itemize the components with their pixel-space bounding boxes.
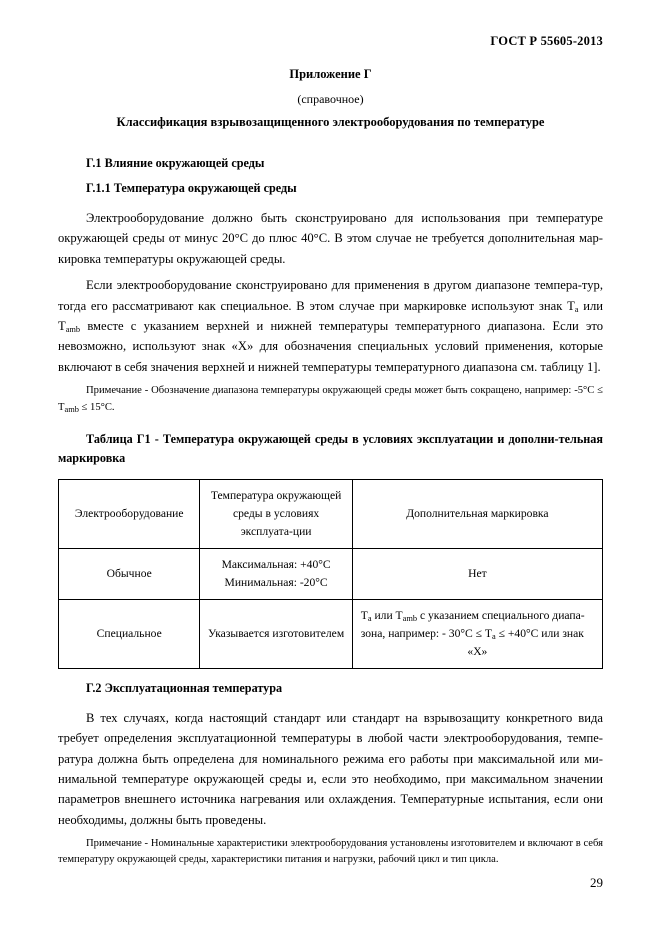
- cell-equipment-special: Специальное: [59, 599, 200, 668]
- section-heading-g1: Г.1 Влияние окружающей среды: [86, 156, 265, 170]
- marking-line3: «Х»: [467, 644, 488, 658]
- marking-part1: Т: [360, 608, 368, 622]
- paragraph-special-range-part3: вместе с указанием верхней и нижней температуры температурного диапазона. Если это невозможно, используют знак «Х» для обозначения специальных условий применения, которые включают в себя значения верхней и нижней температуры температурного диапазона см. таблицу 1].: [58, 318, 603, 374]
- appendix-subtitle: (справочное): [297, 92, 364, 106]
- paragraph-ambient-temperature: Электрооборудование должно быть сконструировано для использования при температуре окружающей среды от минус 20°С до плюс 40°С. В этом случае не требуется дополнительная мар-кировка температуры окружающей среды.: [58, 211, 603, 266]
- cell-temperature-special: Указывается изготовителем: [200, 599, 352, 668]
- marking-line2: [361, 625, 594, 643]
- cell-temperature-min: Минимальная: -20°С: [224, 575, 328, 589]
- table-row: [59, 599, 603, 668]
- note-subscript-amb: amb: [64, 404, 79, 414]
- section-heading-g2: Г.2 Эксплуатационная температура: [86, 680, 283, 695]
- table-header-row: [59, 479, 603, 548]
- cell-marking-special: [352, 599, 602, 668]
- marking-line2-part1: зона, например: - 30°С ≤ Т: [360, 626, 492, 640]
- note-part2: ≤ 15°С.: [78, 401, 115, 413]
- marking-subscript-amb: amb: [402, 613, 418, 623]
- marking-part2: или Т: [371, 608, 403, 622]
- table-row: [59, 548, 603, 599]
- standard-number-header: ГОСТ Р 55605-2013: [490, 34, 603, 48]
- marking-part3: с указанием специального диапа-: [417, 608, 585, 622]
- marking-line2-part2: ≤ +40°С или знак: [495, 626, 584, 640]
- paragraph-special-range: [58, 275, 603, 377]
- note-rated-characteristics: Примечание - Номинальные характеристики электрооборудования установлены изготовителем и включают в себя температуру окружающей среды, характеристики питания и нагрузки, рабочий цикл и тип цикла.: [58, 838, 603, 866]
- ambient-temperature-table: [58, 479, 603, 669]
- paragraph-service-temperature: В тех случаях, когда настоящий стандарт или стандарт на взрывозащиту конкретного вида требует определения эксплуатационной температуры в любой части электрооборудования, темпе-ратура должна быть определена для номинального режима его работы при максимальной или ми-нимальной температуре окружающей среды и, если это необходимо, при максимальном значении параметров внешнего источника нагревания или охлаждения. Температурные испытания, если они необходимы, должны быть проведены.: [58, 710, 603, 827]
- note-part1: Примечание - Обозначение диапазона температуры окружающей среды может быть сокращено, например: -5°С ≤ T: [58, 385, 603, 413]
- page-number: 29: [590, 875, 603, 890]
- note-ambient-abbreviation: [58, 383, 603, 416]
- section-heading-g1-1: Г.1.1 Температура окружающей среды: [86, 181, 297, 195]
- cell-temperature-ordinary: [200, 548, 352, 599]
- marking-line2-subscript-a: a: [491, 631, 496, 641]
- table-caption: Таблица Г1 - Температура окружающей среды в условиях эксплуатации и дополни-тельная маркировка: [58, 431, 603, 466]
- cell-temperature-max: Максимальная: +40°С: [221, 557, 331, 571]
- paragraph-special-range-part1: Если электрооборудование сконструировано для применения в другом диапазоне темпера-тур, тогда его рассматривают как специальное. В этом случае при маркировке используют знак Т: [58, 278, 603, 313]
- appendix-main-title: Классификация взрывозащищенного электрооборудования по температуре: [116, 115, 545, 129]
- subscript-tamb: amb: [65, 324, 81, 334]
- table-header-marking: Дополнительная маркировка: [352, 479, 602, 548]
- cell-marking-ordinary: Нет: [352, 548, 602, 599]
- table-header-equipment: Электрооборудование: [59, 479, 200, 548]
- table-header-temperature: Температура окружающей среды в условиях эксплуата-ции: [200, 479, 352, 548]
- cell-equipment-ordinary: Обычное: [59, 548, 200, 599]
- subscript-ta: a: [574, 304, 579, 314]
- marking-subscript-a: a: [367, 613, 372, 623]
- appendix-title: Приложение Г: [289, 67, 372, 81]
- paragraph-special-range-part2: или Т: [58, 298, 603, 333]
